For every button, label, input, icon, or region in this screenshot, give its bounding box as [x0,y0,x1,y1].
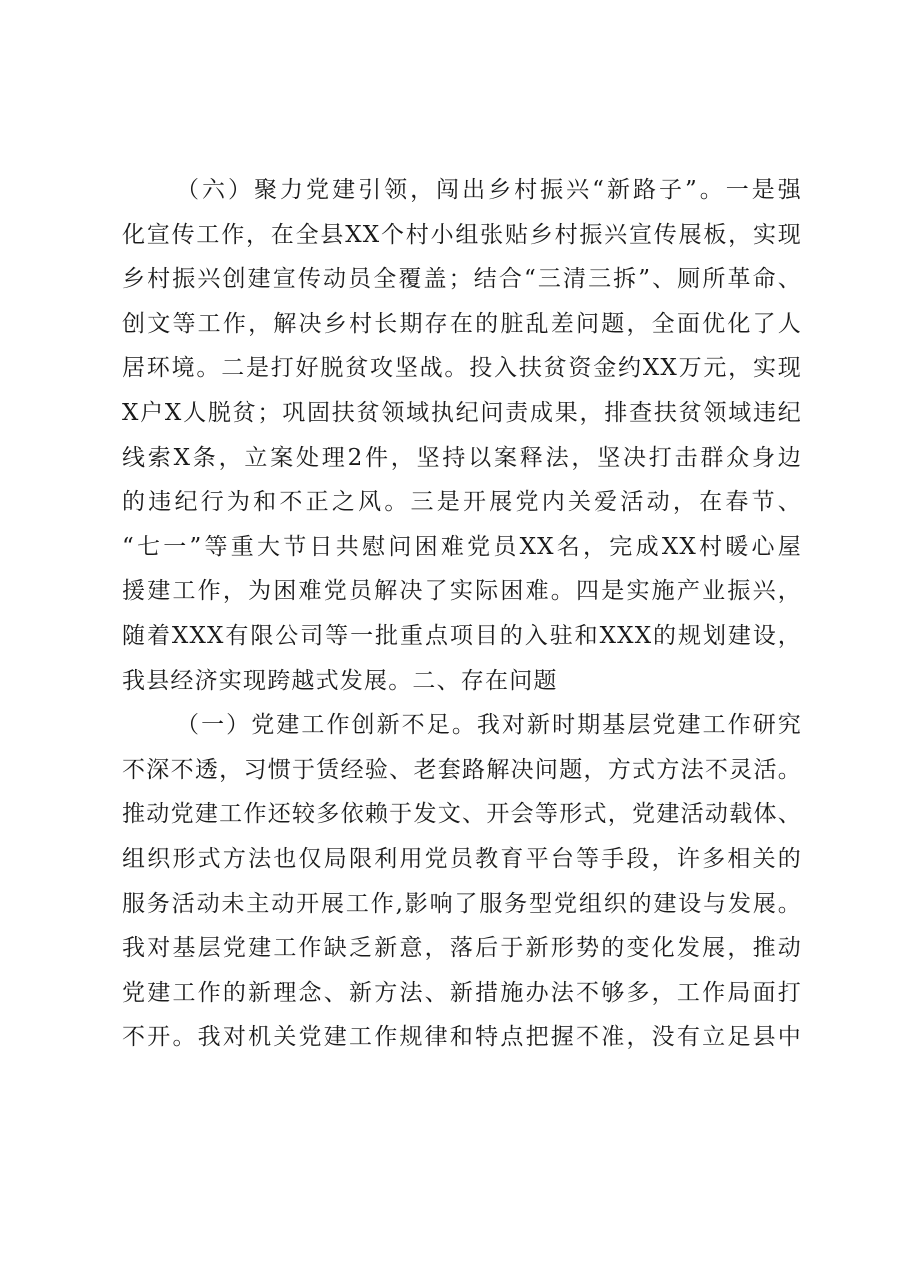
paragraph-line: 组织形式方法也仅局限利用党员教育平台等手段，许多相关的 [122,845,802,872]
paragraph-line: “七一”等重大节日共慰问困难党员XX名，完成XX村暖心屋 [122,533,802,560]
paragraph-line: 随着XXX有限公司等一批重点项目的入驻和XXX的规划建设， [122,622,802,649]
paragraph-line: 创文等工作，解决乡村长期存在的脏乱差问题，全面优化了人 [122,310,802,337]
paragraph-line: 化宣传工作，在全县XX个村小组张贴乡村振兴宣传展板，实现 [122,221,802,248]
paragraph-line: 服务活动未主动开展工作,影响了服务型党组织的建设与发展。 [122,890,802,917]
paragraph-line: 推动党建工作还较多依赖于发文、开会等形式，党建活动载体、 [122,801,802,828]
paragraph-line: 我对基层党建工作缺乏新意，落后于新形势的变化发展，推动 [122,935,802,962]
paragraph-line: 线索X条，立案处理2件，坚持以案释法，坚决打击群众身边 [122,444,802,471]
paragraph-line: 援建工作，为困难党员解决了实际困难。四是实施产业振兴， [122,578,802,605]
paragraph-line: X户X人脱贫；巩固扶贫领域执纪问责成果，排查扶贫领域违纪 [122,399,802,426]
body-text [122,168,802,1060]
paragraph-line: 党建工作的新理念、新方法、新措施办法不够多，工作局面打 [122,979,802,1006]
paragraph-line: 乡村振兴创建宣传动员全覆盖；结合“三清三拆”、厕所革命、 [122,266,802,293]
paragraph-line: 不深不透，习惯于赁经验、老套路解决问题，方式方法不灵活。 [122,756,802,783]
paragraph-line: （六）聚力党建引领，闯出乡村振兴“新路子”。一是强 [176,177,802,203]
paragraph-line: 的违纪行为和不正之风。三是开展党内关爱活动，在春节、 [122,489,802,516]
paragraph-line: 居环境。二是打好脱贫攻坚战。投入扶贫资金约XX万元，实现 [122,355,802,382]
paragraph-line: 不开。我对机关党建工作规律和特点把握不准，没有立足县中 [122,1024,802,1051]
paragraph-line: 我县经济实现跨越式发展。二、存在问题 [122,667,558,694]
paragraph-line: （一）党建工作创新不足。我对新时期基层党建工作研究 [176,712,802,739]
